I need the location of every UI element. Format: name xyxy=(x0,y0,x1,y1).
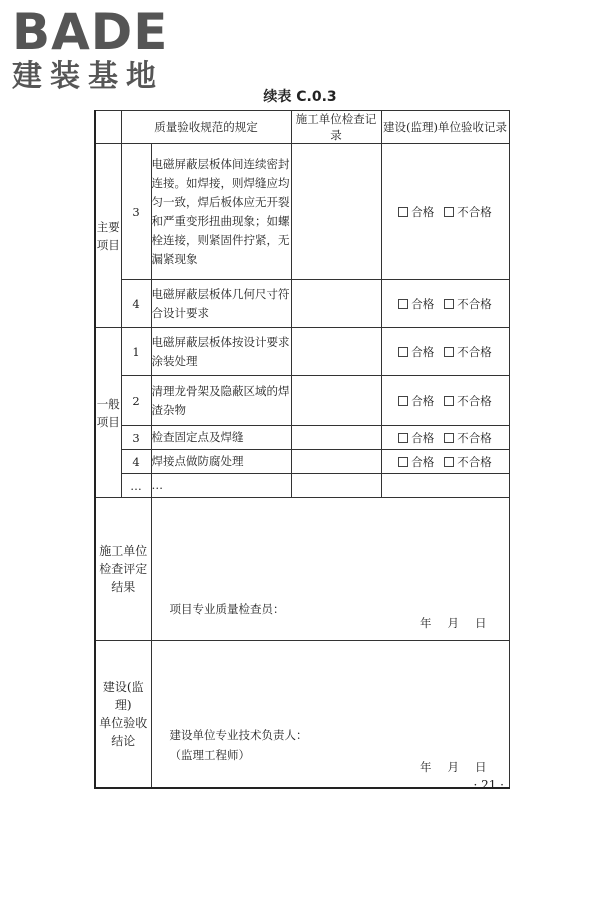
pass-checkbox[interactable] xyxy=(398,396,408,406)
result-options xyxy=(381,426,509,450)
main-items-label: 主要 项目 xyxy=(95,144,121,328)
pass-checkbox[interactable] xyxy=(398,207,408,217)
construction-record-cell[interactable] xyxy=(291,426,381,450)
fail-checkbox[interactable] xyxy=(444,207,454,217)
fail-checkbox[interactable] xyxy=(444,433,454,443)
header-row xyxy=(95,111,509,144)
row-number: … xyxy=(121,474,151,498)
row-number: 4 xyxy=(121,450,151,474)
construction-eval-row xyxy=(95,498,509,641)
requirement-text: 电磁屏蔽层板体几何尺寸符合设计要求 xyxy=(151,280,291,328)
fail-label: 不合格 xyxy=(457,454,492,469)
table-row xyxy=(95,450,509,474)
row-number: 3 xyxy=(121,426,151,450)
fail-label: 不合格 xyxy=(457,204,492,219)
fail-checkbox[interactable] xyxy=(444,457,454,467)
table-row xyxy=(95,376,509,426)
pass-label: 合格 xyxy=(411,296,435,311)
requirement-text: … xyxy=(151,474,291,498)
supervising-engineer-label: （监理工程师） xyxy=(169,748,250,762)
pass-checkbox[interactable] xyxy=(398,433,408,443)
construction-record-cell[interactable] xyxy=(291,328,381,376)
supervision-conclusion-title: 建设(监理) 单位验收 结论 xyxy=(95,641,151,789)
pass-label: 合格 xyxy=(411,344,435,359)
requirement-text: 焊接点做防腐处理 xyxy=(151,450,291,474)
construction-record-cell[interactable] xyxy=(291,376,381,426)
fail-label: 不合格 xyxy=(457,296,492,311)
fail-checkbox[interactable] xyxy=(444,299,454,309)
pass-checkbox[interactable] xyxy=(398,347,408,357)
result-options xyxy=(381,450,509,474)
header-supervision-record: 建设(监理)单位验收记录 xyxy=(381,111,509,144)
construction-record-cell[interactable] xyxy=(291,474,381,498)
pass-label: 合格 xyxy=(411,393,435,408)
supervision-record-cell[interactable] xyxy=(381,474,509,498)
requirement-text: 清理龙骨架及隐蔽区域的焊渣杂物 xyxy=(151,376,291,426)
row-number: 3 xyxy=(121,144,151,280)
pass-label: 合格 xyxy=(411,204,435,219)
logo-subtitle: 建装基地 xyxy=(12,59,164,94)
construction-record-cell[interactable] xyxy=(291,450,381,474)
table-row xyxy=(95,144,509,280)
supervision-conclusion-body[interactable] xyxy=(151,641,509,789)
header-construction-record: 施工单位检查记录 xyxy=(291,111,381,144)
table-caption: 续表 C.0.3 xyxy=(263,89,337,105)
requirement-text: 电磁屏蔽层板体按设计要求涂装处理 xyxy=(151,328,291,376)
row-number: 2 xyxy=(121,376,151,426)
technical-leader-label: 建设单位专业技术负责人： xyxy=(169,728,308,742)
header-blank xyxy=(95,111,121,144)
general-items-label: 一般 项目 xyxy=(95,328,121,498)
acceptance-table xyxy=(94,110,510,789)
construction-record-cell[interactable] xyxy=(291,144,381,280)
fail-label: 不合格 xyxy=(457,430,492,445)
pass-checkbox[interactable] xyxy=(398,299,408,309)
quality-inspector-label: 项目专业质量检查员： xyxy=(169,602,285,616)
table-row xyxy=(95,426,509,450)
table-row xyxy=(95,280,509,328)
result-options xyxy=(381,328,509,376)
brand-logo xyxy=(12,3,182,94)
fail-checkbox[interactable] xyxy=(444,347,454,357)
pass-label: 合格 xyxy=(411,454,435,469)
row-number: 4 xyxy=(121,280,151,328)
requirement-text: 电磁屏蔽层板体间连续密封连接。如焊接，则焊缝应均匀一致，焊后板体应无开裂和严重变形扭曲现象；如螺栓连接，则紧固件拧紧，无漏紧现象 xyxy=(151,144,291,280)
pass-label: 合格 xyxy=(411,430,435,445)
sign-date: 年 月 日 xyxy=(420,760,489,774)
construction-eval-title: 施工单位 检查评定 结果 xyxy=(95,498,151,641)
sign-date: 年 月 日 xyxy=(420,616,489,630)
construction-record-cell[interactable] xyxy=(291,280,381,328)
pass-checkbox[interactable] xyxy=(398,457,408,467)
result-options xyxy=(381,376,509,426)
fail-checkbox[interactable] xyxy=(444,396,454,406)
logo-wordmark: BADE xyxy=(12,3,169,61)
header-spec: 质量验收规范的规定 xyxy=(121,111,291,144)
result-options xyxy=(381,144,509,280)
fail-label: 不合格 xyxy=(457,344,492,359)
page-number: · 21 · xyxy=(473,778,504,792)
table-row xyxy=(95,474,509,498)
fail-label: 不合格 xyxy=(457,393,492,408)
construction-eval-body[interactable] xyxy=(151,498,509,641)
requirement-text: 检查固定点及焊缝 xyxy=(151,426,291,450)
supervision-conclusion-row xyxy=(95,641,509,789)
row-number: 1 xyxy=(121,328,151,376)
result-options xyxy=(381,280,509,328)
table-row xyxy=(95,328,509,376)
